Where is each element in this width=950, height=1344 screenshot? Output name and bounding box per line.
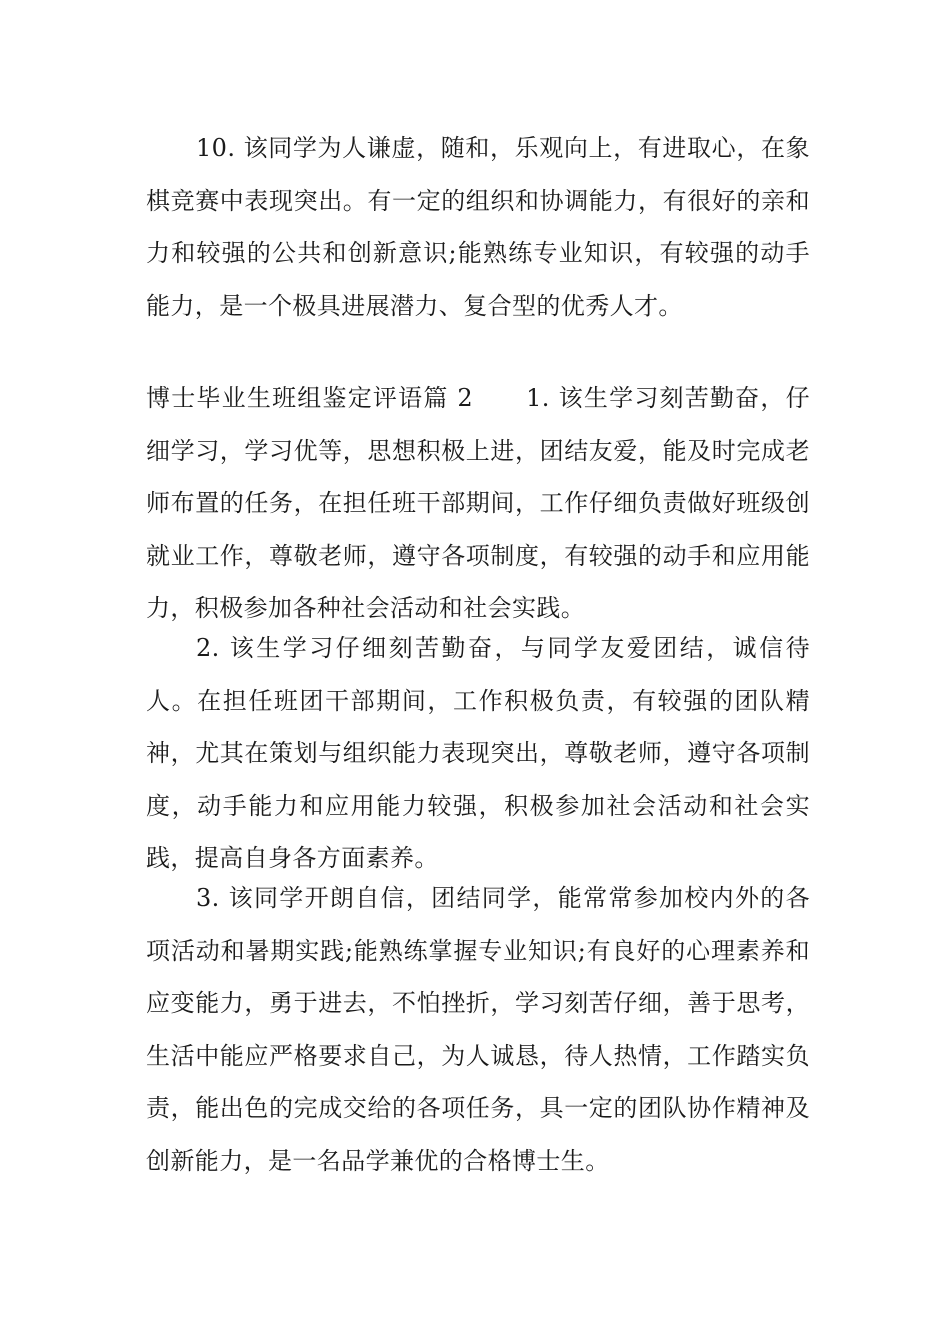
evaluation-paragraph-1: 1. 该生学习刻苦勤奋，仔细学习，学习优等，思想积极上进，团结友爱，能及时完成老师布置的任务，在担任班干部期间，工作仔细负责做好班级创就业工作，尊敬老师，遵守各项制度，有较强的动手和应用能力，积极参加各种社会活动和社会实践。	[146, 384, 810, 622]
section-heading-paragraph	[146, 372, 810, 635]
evaluation-paragraph-2: 2. 该生学习仔细刻苦勤奋，与同学友爱团结，诚信待人。在担任班团干部期间，工作积极负责，有较强的团队精神，尤其在策划与组织能力表现突出，尊敬老师，遵守各项制度，动手能力和应用能力较强，积极参加社会活动和社会实践，提高自身各方面素养。	[146, 634, 810, 872]
evaluation-paragraph-3: 3. 该同学开朗自信，团结同学，能常常参加校内外的各项活动和暑期实践;能熟练掌握专业知识;有良好的心理素养和应变能力，勇于进去，不怕挫折，学习刻苦仔细，善于思考，生活中能应严格要求自己，为人诚恳，待人热情，工作踏实负责，能出色的完成交给的各项任务，具一定的团队协作精神及创新能力，是一名品学兼优的合格博士生。	[146, 884, 810, 1175]
section-title: 博士毕业生班组鉴定评语篇 2	[146, 384, 474, 412]
heading-gap	[473, 384, 526, 412]
evaluation-paragraph-10: 10. 该同学为人谦虚，随和，乐观向上，有进取心，在象棋竞赛中表现突出。有一定的组织和协调能力，有很好的亲和力和较强的公共和创新意识;能熟练专业知识，有较强的动手能力，是一个极具进展潜力、复合型的优秀人才。	[146, 134, 810, 320]
